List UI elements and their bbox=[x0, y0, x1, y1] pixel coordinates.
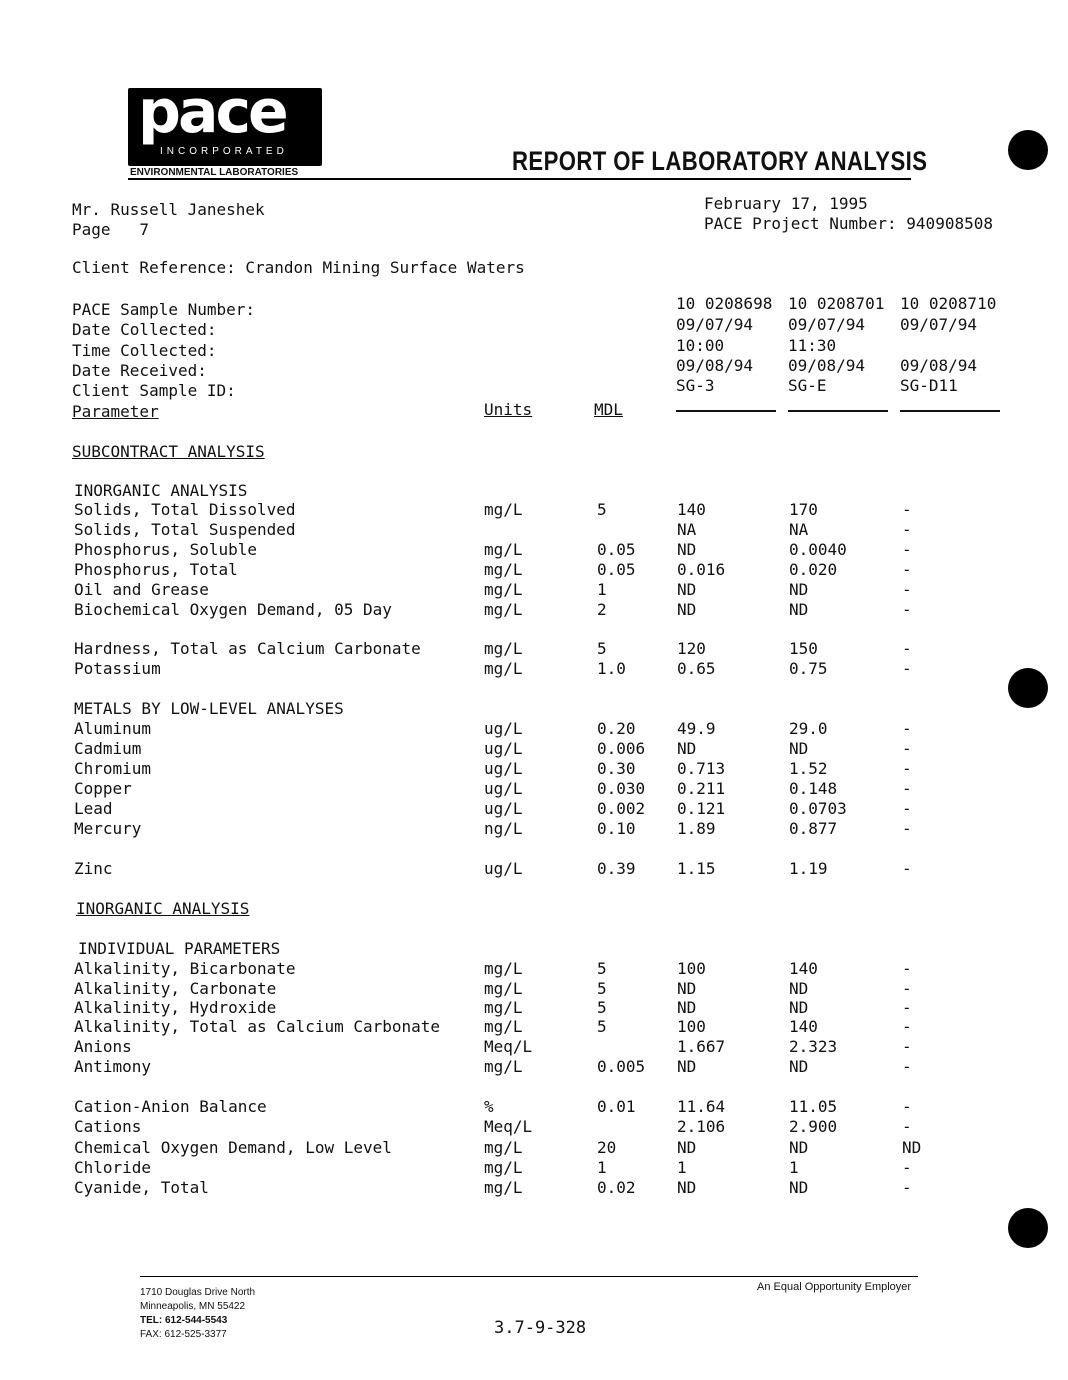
sample-2-value: 150 bbox=[789, 639, 818, 658]
sample-3-value: - bbox=[902, 1057, 912, 1076]
units-value: Meq/L bbox=[484, 1037, 533, 1056]
parameter-name: Solids, Total Dissolved bbox=[74, 500, 296, 519]
units-value: mg/L bbox=[484, 580, 523, 599]
report-title: REPORT OF LABORATORY ANALYSIS bbox=[512, 146, 928, 176]
punch-hole-bottom bbox=[1008, 1208, 1048, 1248]
sample-2-time: 11:30 bbox=[788, 336, 837, 355]
sample-3-value: - bbox=[902, 639, 912, 658]
sample-2-collected: 09/07/94 bbox=[788, 315, 866, 334]
recipient-name: Mr. Russell Janeshek bbox=[72, 200, 265, 219]
sample-2-value: 11.05 bbox=[789, 1097, 838, 1116]
table-row bbox=[0, 500, 1000, 520]
address-phone: TEL: 612-544-5543 bbox=[140, 1315, 228, 1326]
mdl-value: 0.01 bbox=[597, 1097, 636, 1116]
parameter-name: Aluminum bbox=[74, 719, 152, 738]
page-code: 3.7-9-328 bbox=[494, 1318, 587, 1338]
sample-1-value: ND bbox=[677, 1057, 697, 1076]
units-value: % bbox=[484, 1097, 494, 1116]
table-row bbox=[0, 779, 1000, 799]
sample-2-value: ND bbox=[789, 600, 809, 619]
sample-2-value: 1.19 bbox=[789, 859, 828, 878]
address-street: 1710 Douglas Drive North bbox=[140, 1287, 256, 1298]
report-date: February 17, 1995 bbox=[704, 194, 868, 213]
mdl-value: 1.0 bbox=[597, 659, 626, 678]
units-value: mg/L bbox=[484, 1138, 523, 1157]
page-number: Page 7 bbox=[72, 220, 150, 239]
sample-3-value: - bbox=[902, 959, 912, 978]
units-value: ug/L bbox=[484, 779, 523, 798]
mdl-value: 2 bbox=[597, 600, 607, 619]
sample-3-value: - bbox=[902, 1097, 912, 1116]
sample-2-value: ND bbox=[789, 580, 809, 599]
parameter-name: Chemical Oxygen Demand, Low Level bbox=[74, 1138, 392, 1157]
sample-3-value: - bbox=[902, 659, 912, 678]
sample-1-value: ND bbox=[677, 1178, 697, 1197]
parameter-name: Cyanide, Total bbox=[74, 1178, 209, 1197]
parameter-name: Potassium bbox=[74, 659, 161, 678]
units-value: mg/L bbox=[484, 979, 523, 998]
sample-3-value: - bbox=[902, 580, 912, 599]
parameter-name: Biochemical Oxygen Demand, 05 Day bbox=[74, 600, 392, 619]
mdl-value: 0.30 bbox=[597, 759, 636, 778]
parameter-name: Phosphorus, Soluble bbox=[74, 540, 258, 559]
sample-3-number: 10 0208710 bbox=[900, 294, 997, 313]
units-value: ug/L bbox=[484, 799, 523, 818]
sample-3-value: - bbox=[902, 1158, 912, 1177]
table-row bbox=[0, 719, 1000, 739]
sample-2-value: 0.020 bbox=[789, 560, 838, 579]
parameter-name: Cation-Anion Balance bbox=[74, 1097, 267, 1116]
sample-1-value: 140 bbox=[677, 500, 706, 519]
sample-1-value: 0.121 bbox=[677, 799, 726, 818]
sample-3-value: - bbox=[902, 1037, 912, 1056]
mdl-value: 5 bbox=[597, 959, 607, 978]
parameter-name: Alkalinity, Total as Calcium Carbonate bbox=[74, 1017, 441, 1036]
sample-1-value: 1.15 bbox=[677, 859, 716, 878]
table-row bbox=[0, 859, 1000, 879]
parameter-name: Mercury bbox=[74, 819, 142, 838]
mdl-value: 0.05 bbox=[597, 540, 636, 559]
punch-hole-top bbox=[1008, 130, 1048, 170]
logo-wordmark: pace bbox=[138, 77, 286, 147]
mdl-value: 0.39 bbox=[597, 859, 636, 878]
sample-1-value: 49.9 bbox=[677, 719, 716, 738]
label-client-sample-id: Client Sample ID: bbox=[72, 381, 236, 400]
sample-1-value: 0.211 bbox=[677, 779, 726, 798]
punch-hole-middle bbox=[1008, 668, 1048, 708]
parameter-name: Alkalinity, Hydroxide bbox=[74, 998, 277, 1017]
section-metals-low-level: METALS BY LOW-LEVEL ANALYSES bbox=[74, 699, 344, 718]
table-row bbox=[0, 759, 1000, 779]
sample-2-underline bbox=[788, 410, 888, 412]
sample-1-value: 0.713 bbox=[677, 759, 726, 778]
table-row bbox=[0, 639, 1000, 659]
equal-opportunity-note: An Equal Opportunity Employer bbox=[757, 1281, 912, 1293]
table-row bbox=[0, 520, 1000, 540]
mdl-value: 5 bbox=[597, 998, 607, 1017]
units-value: ug/L bbox=[484, 759, 523, 778]
units-value: ug/L bbox=[484, 719, 523, 738]
sample-2-value: 0.148 bbox=[789, 779, 838, 798]
sample-2-value: 140 bbox=[789, 1017, 818, 1036]
parameter-name: Cations bbox=[74, 1117, 142, 1136]
column-header-parameter: Parameter bbox=[72, 402, 159, 421]
sample-3-value: ND bbox=[902, 1138, 922, 1157]
sample-2-value: 140 bbox=[789, 959, 818, 978]
section-subcontract-analysis: SUBCONTRACT ANALYSIS bbox=[72, 442, 265, 461]
sample-1-value: 1 bbox=[677, 1158, 687, 1177]
units-value: mg/L bbox=[484, 659, 523, 678]
mdl-value: 1 bbox=[597, 1158, 607, 1177]
column-header-mdl: MDL bbox=[594, 400, 623, 419]
table-row bbox=[0, 739, 1000, 759]
section-inorganic-analysis: INORGANIC ANALYSIS bbox=[74, 481, 248, 500]
table-row bbox=[0, 799, 1000, 819]
mdl-value: 0.006 bbox=[597, 739, 646, 758]
units-value: mg/L bbox=[484, 959, 523, 978]
table-row bbox=[0, 659, 1000, 679]
column-header-units: Units bbox=[484, 400, 533, 419]
sample-2-value: 2.900 bbox=[789, 1117, 838, 1136]
units-value: ug/L bbox=[484, 739, 523, 758]
table-row bbox=[0, 1138, 1000, 1158]
table-row bbox=[0, 1057, 1000, 1077]
units-value: mg/L bbox=[484, 998, 523, 1017]
parameter-name: Oil and Grease bbox=[74, 580, 209, 599]
sample-1-value: ND bbox=[677, 600, 697, 619]
mdl-value: 5 bbox=[597, 500, 607, 519]
sample-1-value: 0.016 bbox=[677, 560, 726, 579]
parameter-name: Hardness, Total as Calcium Carbonate bbox=[74, 639, 421, 658]
sample-3-value: - bbox=[902, 560, 912, 579]
footer-rule bbox=[140, 1276, 918, 1277]
mdl-value: 20 bbox=[597, 1138, 617, 1157]
sample-1-received: 09/08/94 bbox=[676, 356, 754, 375]
units-value: mg/L bbox=[484, 639, 523, 658]
table-row bbox=[0, 600, 1000, 620]
sample-2-value: ND bbox=[789, 739, 809, 758]
sample-3-value: - bbox=[902, 600, 912, 619]
sample-1-value: 2.106 bbox=[677, 1117, 726, 1136]
sample-1-value: NA bbox=[677, 520, 697, 539]
sample-1-number: 10 0208698 bbox=[676, 294, 773, 313]
sample-2-id: SG-E bbox=[788, 376, 827, 395]
parameter-name: Chromium bbox=[74, 759, 152, 778]
sample-1-value: ND bbox=[677, 540, 697, 559]
sample-1-value: ND bbox=[677, 739, 697, 758]
project-number: PACE Project Number: 940908508 bbox=[704, 214, 993, 233]
sample-3-value: - bbox=[902, 500, 912, 519]
sample-1-underline bbox=[676, 410, 776, 412]
sample-2-value: NA bbox=[789, 520, 809, 539]
table-row bbox=[0, 1178, 1000, 1198]
mdl-value: 0.030 bbox=[597, 779, 646, 798]
sample-1-value: 100 bbox=[677, 959, 706, 978]
section-individual-parameters: INDIVIDUAL PARAMETERS bbox=[78, 939, 281, 958]
mdl-value: 1 bbox=[597, 580, 607, 599]
mdl-value: 5 bbox=[597, 1017, 607, 1036]
sample-2-value: 0.75 bbox=[789, 659, 828, 678]
sample-1-value: 120 bbox=[677, 639, 706, 658]
sample-2-value: 2.323 bbox=[789, 1037, 838, 1056]
table-row bbox=[0, 1017, 1000, 1037]
sample-2-value: ND bbox=[789, 1138, 809, 1157]
sample-3-value: - bbox=[902, 1178, 912, 1197]
sample-2-value: ND bbox=[789, 1057, 809, 1076]
sample-2-value: ND bbox=[789, 1178, 809, 1197]
client-reference: Client Reference: Crandon Mining Surface Waters bbox=[72, 258, 525, 277]
mdl-value: 0.20 bbox=[597, 719, 636, 738]
mdl-value: 0.002 bbox=[597, 799, 646, 818]
table-row bbox=[0, 959, 1000, 979]
logo-subtitle: ENVIRONMENTAL LABORATORIES bbox=[130, 167, 299, 178]
header-rule bbox=[128, 178, 911, 180]
sample-3-value: - bbox=[902, 540, 912, 559]
sample-1-value: 11.64 bbox=[677, 1097, 726, 1116]
sample-2-received: 09/08/94 bbox=[788, 356, 866, 375]
sample-1-time: 10:00 bbox=[676, 336, 725, 355]
table-row bbox=[0, 979, 1000, 999]
mdl-value: 0.05 bbox=[597, 560, 636, 579]
sample-1-value: ND bbox=[677, 998, 697, 1017]
table-row bbox=[0, 819, 1000, 839]
mdl-value: 5 bbox=[597, 979, 607, 998]
label-time-collected: Time Collected: bbox=[72, 341, 217, 360]
mdl-value: 5 bbox=[597, 639, 607, 658]
sample-3-value: - bbox=[902, 759, 912, 778]
address-fax: FAX: 612-525-3377 bbox=[140, 1329, 227, 1340]
sample-2-value: ND bbox=[789, 979, 809, 998]
sample-2-value: 0.877 bbox=[789, 819, 838, 838]
sample-2-number: 10 0208701 bbox=[788, 294, 885, 313]
parameter-name: Chloride bbox=[74, 1158, 152, 1177]
sample-3-value: - bbox=[902, 779, 912, 798]
sample-3-collected: 09/07/94 bbox=[900, 315, 978, 334]
units-value: mg/L bbox=[484, 540, 523, 559]
sample-3-underline bbox=[900, 410, 1000, 412]
units-value: mg/L bbox=[484, 600, 523, 619]
parameter-name: Zinc bbox=[74, 859, 113, 878]
sample-1-collected: 09/07/94 bbox=[676, 315, 754, 334]
parameter-name: Solids, Total Suspended bbox=[74, 520, 296, 539]
units-value: mg/L bbox=[484, 500, 523, 519]
sample-3-value: - bbox=[902, 739, 912, 758]
sample-3-value: - bbox=[902, 520, 912, 539]
units-value: ng/L bbox=[484, 819, 523, 838]
sample-1-id: SG-3 bbox=[676, 376, 715, 395]
table-row bbox=[0, 1158, 1000, 1178]
table-row bbox=[0, 1117, 1000, 1137]
units-value: mg/L bbox=[484, 1178, 523, 1197]
table-row bbox=[0, 998, 1000, 1018]
label-date-received: Date Received: bbox=[72, 361, 207, 380]
sample-1-value: ND bbox=[677, 979, 697, 998]
units-value: Meq/L bbox=[484, 1117, 533, 1136]
sample-2-value: 29.0 bbox=[789, 719, 828, 738]
sample-2-value: 1.52 bbox=[789, 759, 828, 778]
sample-3-value: - bbox=[902, 979, 912, 998]
parameter-name: Phosphorus, Total bbox=[74, 560, 238, 579]
units-value: mg/L bbox=[484, 1057, 523, 1076]
sample-1-value: ND bbox=[677, 1138, 697, 1157]
sample-1-value: ND bbox=[677, 580, 697, 599]
sample-2-value: 0.0040 bbox=[789, 540, 847, 559]
units-value: mg/L bbox=[484, 1158, 523, 1177]
table-row bbox=[0, 560, 1000, 580]
parameter-name: Cadmium bbox=[74, 739, 142, 758]
parameter-name: Anions bbox=[74, 1037, 132, 1056]
sample-3-id: SG-D11 bbox=[900, 376, 958, 395]
sample-3-value: - bbox=[902, 1017, 912, 1036]
sample-3-value: - bbox=[902, 819, 912, 838]
sample-3-value: - bbox=[902, 998, 912, 1017]
table-row bbox=[0, 1037, 1000, 1057]
parameter-name: Alkalinity, Bicarbonate bbox=[74, 959, 296, 978]
parameter-name: Antimony bbox=[74, 1057, 152, 1076]
mdl-value: 0.005 bbox=[597, 1057, 646, 1076]
label-sample-number: PACE Sample Number: bbox=[72, 300, 256, 319]
sample-3-value: - bbox=[902, 719, 912, 738]
sample-2-value: ND bbox=[789, 998, 809, 1017]
table-row bbox=[0, 540, 1000, 560]
sample-3-value: - bbox=[902, 799, 912, 818]
units-value: mg/L bbox=[484, 560, 523, 579]
sample-2-value: 170 bbox=[789, 500, 818, 519]
units-value: ug/L bbox=[484, 859, 523, 878]
parameter-name: Copper bbox=[74, 779, 132, 798]
label-date-collected: Date Collected: bbox=[72, 320, 217, 339]
logo-incorporated: INCORPORATED bbox=[160, 146, 288, 157]
sample-3-value: - bbox=[902, 1117, 912, 1136]
table-row bbox=[0, 1097, 1000, 1117]
sample-2-value: 1 bbox=[789, 1158, 799, 1177]
address-city: Minneapolis, MN 55422 bbox=[140, 1301, 246, 1312]
sample-1-value: 100 bbox=[677, 1017, 706, 1036]
footer-address bbox=[140, 1286, 255, 1342]
mdl-value: 0.02 bbox=[597, 1178, 636, 1197]
mdl-value: 0.10 bbox=[597, 819, 636, 838]
sample-1-value: 1.667 bbox=[677, 1037, 726, 1056]
sample-1-value: 1.89 bbox=[677, 819, 716, 838]
parameter-name: Lead bbox=[74, 799, 113, 818]
parameter-name: Alkalinity, Carbonate bbox=[74, 979, 277, 998]
table-row bbox=[0, 580, 1000, 600]
sample-1-value: 0.65 bbox=[677, 659, 716, 678]
sample-3-received: 09/08/94 bbox=[900, 356, 978, 375]
section-inorganic-analysis-2: INORGANIC ANALYSIS bbox=[76, 899, 250, 918]
sample-3-value: - bbox=[902, 859, 912, 878]
sample-2-value: 0.0703 bbox=[789, 799, 847, 818]
units-value: mg/L bbox=[484, 1017, 523, 1036]
